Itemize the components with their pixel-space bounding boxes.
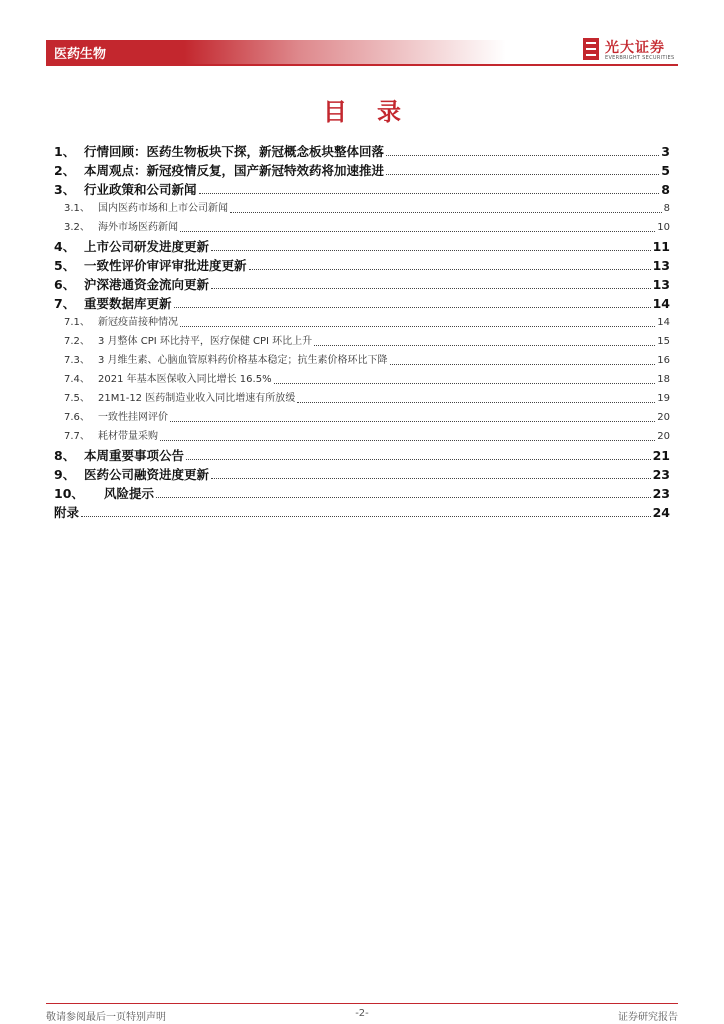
toc-leader-dots — [211, 477, 651, 479]
toc-leader-dots — [230, 211, 662, 213]
brand-logo — [583, 38, 679, 64]
toc-leader-dots — [81, 515, 651, 517]
toc-entry-title: 行业政策和公司新闻 — [84, 182, 197, 197]
toc-entry-number: 8、 — [54, 448, 76, 463]
toc-leader-dots — [170, 420, 655, 422]
toc-entry-title: 一致性评价审评审批进度更新 — [84, 258, 247, 273]
toc-entry[interactable] — [54, 237, 670, 256]
toc-entry-title: 一致性挂网评价 — [98, 412, 168, 423]
toc-entry[interactable] — [54, 332, 670, 351]
section-tag — [46, 40, 506, 64]
toc-leader-dots — [211, 249, 651, 251]
toc-entry[interactable] — [54, 294, 670, 313]
toc-entry-title: 3 月整体 CPI 环比持平，医疗保健 CPI 环比上升 — [98, 336, 313, 347]
toc-entry-title: 重要数据库更新 — [84, 296, 172, 311]
toc-entry-number: 7.1、 — [64, 317, 90, 328]
toc-leader-dots — [386, 154, 659, 156]
table-of-contents — [54, 142, 670, 522]
toc-entry-number: 3、 — [54, 182, 76, 197]
toc-entry-title: 医药公司融资进度更新 — [84, 467, 210, 482]
toc-entry-title: 本周观点：新冠疫情反复，国产新冠特效药将加速推进 — [84, 163, 385, 178]
toc-entry-title: 风险提示 — [104, 486, 155, 501]
toc-entry-number: 7.7、 — [64, 431, 90, 442]
toc-entry-title: 3 月维生素、心脑血管原料药价格基本稳定；抗生素价格环比下降 — [98, 355, 388, 366]
brand-name-en: EVERBRIGHT SECURITIES — [605, 55, 675, 61]
toc-entry-page: 14 — [657, 317, 670, 328]
toc-entry-title: 行情回顾：医药生物板块下探，新冠概念板块整体回落 — [84, 144, 385, 159]
toc-entry-title: 附录 — [54, 505, 80, 520]
toc-leader-dots — [390, 363, 656, 365]
everbright-logo-icon — [583, 38, 599, 60]
toc-entry[interactable] — [54, 389, 670, 408]
page-title: 目录 — [323, 98, 431, 126]
toc-entry[interactable] — [54, 256, 670, 275]
toc-entry[interactable] — [54, 180, 670, 199]
toc-entry[interactable] — [54, 199, 670, 218]
toc-entry[interactable] — [54, 370, 670, 389]
toc-entry-number: 5、 — [54, 258, 76, 273]
toc-entry-title: 沪深港通资金流向更新 — [84, 277, 210, 292]
toc-entry-number: 7.2、 — [64, 336, 90, 347]
toc-entry-page: 15 — [657, 336, 670, 347]
toc-entry-title: 耗材带量采购 — [98, 431, 158, 442]
toc-entry[interactable] — [54, 142, 670, 161]
toc-entry-title: 海外市场医药新闻 — [98, 222, 178, 233]
toc-entry-title: 新冠疫苗接种情况 — [98, 317, 178, 328]
toc-entry-number: 10、 — [54, 486, 84, 501]
toc-entry[interactable] — [54, 503, 670, 522]
header-divider — [46, 64, 678, 66]
toc-entry[interactable] — [54, 351, 670, 370]
toc-entry-number: 4、 — [54, 239, 76, 254]
toc-entry-page: 16 — [657, 355, 670, 366]
toc-entry-page: 13 — [652, 258, 670, 273]
toc-entry-number: 2、 — [54, 163, 76, 178]
toc-entry-page: 20 — [657, 412, 670, 423]
toc-entry-page: 13 — [652, 277, 670, 292]
toc-entry[interactable] — [54, 275, 670, 294]
toc-entry-title: 本周重要事项公告 — [84, 448, 185, 463]
toc-entry[interactable] — [54, 408, 670, 427]
footer-disclaimer: 敬请参阅最后一页特别声明 — [46, 1012, 166, 1023]
toc-entry[interactable] — [54, 484, 670, 503]
toc-entry-title: 2021 年基本医保收入同比增长 16.5% — [98, 374, 272, 385]
toc-leader-dots — [386, 173, 659, 175]
toc-entry[interactable] — [54, 161, 670, 180]
toc-entry-page: 19 — [657, 393, 670, 404]
toc-leader-dots — [174, 306, 651, 308]
toc-entry-page: 8 — [661, 182, 670, 197]
toc-entry-number: 7、 — [54, 296, 76, 311]
toc-entry-page: 23 — [652, 467, 670, 482]
toc-leader-dots — [156, 496, 651, 498]
toc-entry-number: 1、 — [54, 144, 76, 159]
toc-leader-dots — [211, 287, 651, 289]
toc-entry-number: 7.5、 — [64, 393, 90, 404]
toc-entry[interactable] — [54, 446, 670, 465]
toc-entry-title: 国内医药市场和上市公司新闻 — [98, 203, 228, 214]
toc-entry-page: 24 — [652, 505, 670, 520]
toc-leader-dots — [180, 325, 655, 327]
toc-entry-number: 9、 — [54, 467, 76, 482]
footer-report-type: 证券研究报告 — [618, 1012, 678, 1023]
toc-entry-number: 3.2、 — [64, 222, 90, 233]
brand-name-cn: 光大证券 — [605, 40, 665, 56]
toc-entry[interactable] — [54, 313, 670, 332]
toc-entry-number: 7.3、 — [64, 355, 90, 366]
toc-entry-page: 5 — [661, 163, 670, 178]
toc-entry-number: 3.1、 — [64, 203, 90, 214]
toc-leader-dots — [160, 439, 655, 441]
toc-leader-dots — [180, 230, 655, 232]
toc-entry-page: 21 — [652, 448, 670, 463]
toc-leader-dots — [249, 268, 651, 270]
toc-leader-dots — [297, 401, 655, 403]
toc-entry-page: 20 — [657, 431, 670, 442]
toc-entry-page: 23 — [652, 486, 670, 501]
toc-entry-title: 21M1-12 医药制造业收入同比增速有所放缓 — [98, 393, 296, 404]
section-tag-label: 医药生物 — [54, 47, 107, 62]
toc-entry-page: 8 — [663, 203, 670, 214]
toc-entry-number: 6、 — [54, 277, 76, 292]
toc-leader-dots — [274, 382, 656, 384]
toc-entry[interactable] — [54, 218, 670, 237]
toc-leader-dots — [186, 458, 651, 460]
toc-entry-page: 10 — [657, 222, 670, 233]
toc-entry-page: 14 — [652, 296, 670, 311]
toc-entry-number: 7.6、 — [64, 412, 90, 423]
toc-leader-dots — [199, 192, 660, 194]
toc-entry[interactable] — [54, 465, 670, 484]
toc-entry[interactable] — [54, 427, 670, 446]
toc-entry-page: 18 — [657, 374, 670, 385]
toc-entry-number: 7.4、 — [64, 374, 90, 385]
toc-leader-dots — [314, 344, 655, 346]
footer — [0, 1004, 724, 1024]
footer-page-number: -2- — [355, 1008, 369, 1019]
toc-entry-page: 11 — [652, 239, 670, 254]
toc-entry-page: 3 — [661, 144, 670, 159]
toc-entry-title: 上市公司研发进度更新 — [84, 239, 210, 254]
